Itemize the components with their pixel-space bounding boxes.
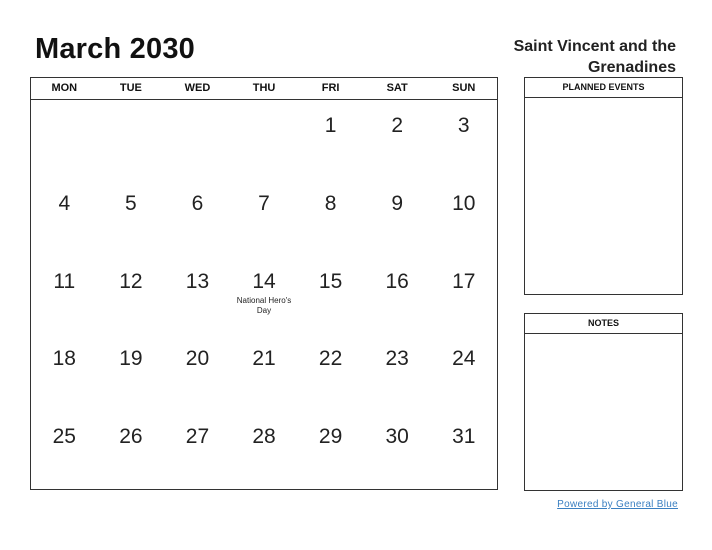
- day-number: 30: [385, 425, 409, 449]
- week-row: [31, 178, 497, 256]
- planned-events-panel: [524, 77, 683, 295]
- day-cell: [231, 100, 298, 178]
- dow-tue: TUE: [119, 82, 142, 94]
- dow-sat: SAT: [386, 82, 408, 94]
- page-title: March 2030: [35, 33, 195, 65]
- day-number: 31: [452, 425, 476, 449]
- day-number: 25: [52, 425, 76, 449]
- week-row: [31, 333, 497, 411]
- country-name: Saint Vincent and the Grenadines: [513, 38, 676, 76]
- day-cell: [231, 411, 298, 489]
- notes-header: NOTES: [525, 314, 682, 334]
- dow-sun: SUN: [452, 82, 476, 94]
- day-cell: [164, 178, 231, 256]
- day-cell: [430, 100, 497, 178]
- day-cell: [31, 256, 98, 334]
- day-number: 19: [119, 347, 143, 371]
- day-number: 7: [258, 191, 270, 215]
- week-row: [31, 256, 497, 334]
- day-number: 2: [391, 114, 404, 137]
- day-number: 21: [252, 347, 276, 371]
- day-cell: [231, 333, 298, 411]
- day-cell: [364, 256, 431, 334]
- dow-fri: FRI: [321, 82, 340, 94]
- planned-events-header: PLANNED EVENTS: [525, 78, 682, 98]
- day-cell: [297, 411, 364, 489]
- day-number: 8: [324, 191, 337, 215]
- powered-by-link[interactable]: Powered by General Blue: [557, 499, 678, 510]
- dow-mon: MON: [51, 82, 78, 94]
- day-cell: [164, 411, 231, 489]
- day-cell: [430, 256, 497, 334]
- week-row: [31, 411, 497, 489]
- day-cell: [98, 411, 165, 489]
- day-number: 24: [452, 347, 476, 371]
- day-cell: [297, 100, 364, 178]
- day-number: 9: [391, 191, 404, 215]
- day-number: 1: [324, 114, 337, 137]
- day-number: 28: [252, 425, 276, 449]
- day-cell: [98, 256, 165, 334]
- day-cell: [164, 256, 231, 334]
- day-number: 13: [185, 269, 210, 293]
- calendar-weeks: [31, 100, 497, 489]
- day-cell: [430, 178, 497, 256]
- holiday-label: National Hero's Day: [236, 295, 292, 315]
- day-number: 12: [119, 269, 143, 293]
- day-cell: [31, 178, 98, 256]
- dow-thu: THU: [252, 82, 276, 94]
- day-cell: [364, 178, 431, 256]
- day-number: 23: [385, 347, 409, 371]
- day-number: 18: [52, 347, 76, 371]
- day-number: 29: [318, 425, 343, 449]
- day-cell: [430, 411, 497, 489]
- day-number: 15: [318, 269, 343, 293]
- day-cell: [231, 178, 298, 256]
- day-number: 11: [53, 269, 76, 293]
- notes-panel: [524, 313, 683, 491]
- day-cell: [31, 333, 98, 411]
- calendar-grid: [30, 77, 498, 490]
- day-cell: [98, 178, 165, 256]
- day-number: 26: [119, 425, 143, 449]
- day-cell: [98, 100, 165, 178]
- day-cell: [297, 178, 364, 256]
- day-cell: [297, 256, 364, 334]
- day-cell: [164, 100, 231, 178]
- day-number: 3: [457, 114, 470, 137]
- day-number: 6: [191, 191, 204, 215]
- day-cell: [231, 256, 298, 334]
- day-number: 5: [125, 191, 137, 215]
- day-cell: [364, 333, 431, 411]
- day-cell: [164, 333, 231, 411]
- day-cell: [98, 333, 165, 411]
- day-number: 22: [318, 347, 343, 371]
- week-row: [31, 100, 497, 178]
- day-cell: [297, 333, 364, 411]
- day-cell: [364, 100, 431, 178]
- day-number: 27: [185, 425, 210, 449]
- days-of-week-row: [31, 78, 497, 100]
- day-number: 14: [252, 269, 276, 293]
- dow-wed: WED: [184, 82, 211, 94]
- day-number: 20: [185, 347, 210, 371]
- day-cell: [430, 333, 497, 411]
- day-cell: [364, 411, 431, 489]
- day-number: 10: [452, 191, 476, 215]
- day-number: 17: [452, 269, 476, 293]
- day-number: 16: [385, 269, 409, 293]
- day-number: 4: [58, 191, 71, 215]
- day-cell: [31, 100, 98, 178]
- day-cell: [31, 411, 98, 489]
